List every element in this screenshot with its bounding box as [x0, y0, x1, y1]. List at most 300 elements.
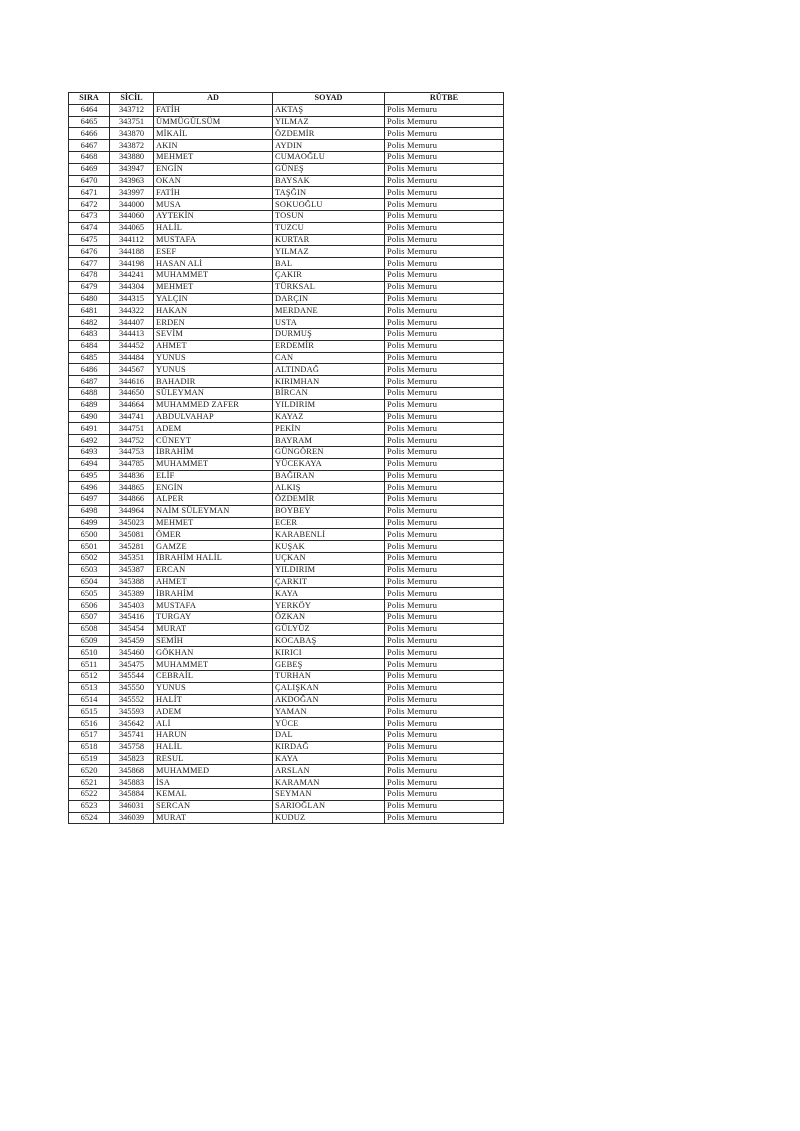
cell-sira: 6489 [69, 399, 110, 411]
cell-ad: YALÇIN [154, 293, 273, 305]
cell-rutbe: Polis Memuru [385, 163, 504, 175]
cell-ad: MUHAMMET [154, 269, 273, 281]
cell-soyad: GÜNEŞ [273, 163, 385, 175]
cell-rutbe: Polis Memuru [385, 187, 504, 199]
cell-sicil: 344322 [110, 305, 154, 317]
cell-sicil: 343880 [110, 151, 154, 163]
cell-ad: ALİ [154, 718, 273, 730]
cell-sira: 6504 [69, 576, 110, 588]
cell-rutbe: Polis Memuru [385, 706, 504, 718]
cell-ad: HASAN ALİ [154, 258, 273, 270]
table-row [69, 600, 504, 612]
cell-soyad: BAL [273, 258, 385, 270]
cell-sira: 6522 [69, 789, 110, 801]
cell-rutbe: Polis Memuru [385, 328, 504, 340]
cell-sicil: 344866 [110, 494, 154, 506]
cell-rutbe: Polis Memuru [385, 812, 504, 824]
table-row [69, 269, 504, 281]
cell-soyad: BAYRAM [273, 435, 385, 447]
cell-sira: 6488 [69, 387, 110, 399]
cell-soyad: KUŞAK [273, 541, 385, 553]
cell-sira: 6468 [69, 151, 110, 163]
cell-sicil: 345388 [110, 576, 154, 588]
cell-soyad: ECER [273, 517, 385, 529]
cell-ad: HALİT [154, 694, 273, 706]
table-row [69, 340, 504, 352]
cell-soyad: CUMAOĞLU [273, 151, 385, 163]
table-row [69, 293, 504, 305]
cell-sicil: 344751 [110, 423, 154, 435]
cell-ad: HARUN [154, 730, 273, 742]
cell-soyad: KAYA [273, 753, 385, 765]
cell-sira: 6499 [69, 517, 110, 529]
cell-rutbe: Polis Memuru [385, 564, 504, 576]
cell-soyad: ÇAKIR [273, 269, 385, 281]
cell-sicil: 344188 [110, 246, 154, 258]
cell-ad: SERCAN [154, 800, 273, 812]
cell-rutbe: Polis Memuru [385, 317, 504, 329]
cell-rutbe: Polis Memuru [385, 635, 504, 647]
cell-soyad: AYDIN [273, 140, 385, 152]
cell-rutbe: Polis Memuru [385, 777, 504, 789]
cell-rutbe: Polis Memuru [385, 800, 504, 812]
header-sira: SIRA [69, 93, 110, 105]
cell-ad: MUHAMMET [154, 659, 273, 671]
cell-sira: 6524 [69, 812, 110, 824]
cell-sira: 6493 [69, 446, 110, 458]
cell-sicil: 345459 [110, 635, 154, 647]
cell-sicil: 344650 [110, 387, 154, 399]
cell-soyad: KAYAZ [273, 411, 385, 423]
cell-rutbe: Polis Memuru [385, 340, 504, 352]
cell-rutbe: Polis Memuru [385, 659, 504, 671]
cell-soyad: KIRICI [273, 647, 385, 659]
cell-ad: CEBRAİL [154, 671, 273, 683]
cell-sicil: 344407 [110, 317, 154, 329]
cell-rutbe: Polis Memuru [385, 305, 504, 317]
table-row [69, 494, 504, 506]
table-row [69, 635, 504, 647]
table-row [69, 210, 504, 222]
cell-sira: 6519 [69, 753, 110, 765]
cell-rutbe: Polis Memuru [385, 411, 504, 423]
cell-soyad: USTA [273, 317, 385, 329]
cell-sicil: 345884 [110, 789, 154, 801]
cell-soyad: GEBEŞ [273, 659, 385, 671]
cell-sicil: 345475 [110, 659, 154, 671]
table-row [69, 187, 504, 199]
cell-ad: AKIN [154, 140, 273, 152]
cell-sicil: 345460 [110, 647, 154, 659]
cell-rutbe: Polis Memuru [385, 376, 504, 388]
cell-rutbe: Polis Memuru [385, 482, 504, 494]
cell-rutbe: Polis Memuru [385, 576, 504, 588]
cell-sicil: 344060 [110, 210, 154, 222]
cell-sira: 6486 [69, 364, 110, 376]
table-row [69, 234, 504, 246]
cell-rutbe: Polis Memuru [385, 435, 504, 447]
cell-sicil: 343712 [110, 104, 154, 116]
cell-ad: İSA [154, 777, 273, 789]
cell-ad: AHMET [154, 340, 273, 352]
cell-ad: MUSTAFA [154, 600, 273, 612]
cell-soyad: SEYMAN [273, 789, 385, 801]
cell-rutbe: Polis Memuru [385, 140, 504, 152]
cell-ad: ENGİN [154, 163, 273, 175]
cell-ad: MURAT [154, 812, 273, 824]
cell-sira: 6475 [69, 234, 110, 246]
cell-rutbe: Polis Memuru [385, 470, 504, 482]
cell-sira: 6469 [69, 163, 110, 175]
cell-ad: GÖKHAN [154, 647, 273, 659]
table-row [69, 305, 504, 317]
table-row [69, 387, 504, 399]
cell-sira: 6490 [69, 411, 110, 423]
table-row [69, 246, 504, 258]
cell-soyad: BAĞIRAN [273, 470, 385, 482]
cell-soyad: TAŞĞIN [273, 187, 385, 199]
table-row [69, 399, 504, 411]
cell-soyad: BAYSAK [273, 175, 385, 187]
cell-rutbe: Polis Memuru [385, 694, 504, 706]
cell-rutbe: Polis Memuru [385, 104, 504, 116]
cell-sira: 6523 [69, 800, 110, 812]
cell-rutbe: Polis Memuru [385, 588, 504, 600]
cell-soyad: ÇARKIT [273, 576, 385, 588]
cell-ad: YUNUS [154, 682, 273, 694]
cell-sira: 6502 [69, 553, 110, 565]
table-row [69, 718, 504, 730]
table-body [69, 104, 504, 824]
cell-ad: ALPER [154, 494, 273, 506]
cell-rutbe: Polis Memuru [385, 210, 504, 222]
cell-soyad: TURHAN [273, 671, 385, 683]
cell-soyad: YILMAZ [273, 116, 385, 128]
cell-ad: ÜMMÜGÜLSÜM [154, 116, 273, 128]
cell-ad: İBRAHİM [154, 588, 273, 600]
cell-soyad: KUDUZ [273, 812, 385, 824]
table-row [69, 151, 504, 163]
cell-sicil: 344964 [110, 505, 154, 517]
cell-rutbe: Polis Memuru [385, 258, 504, 270]
cell-sira: 6498 [69, 505, 110, 517]
cell-soyad: TÜRKSAL [273, 281, 385, 293]
cell-rutbe: Polis Memuru [385, 553, 504, 565]
cell-rutbe: Polis Memuru [385, 494, 504, 506]
table-row [69, 671, 504, 683]
table-row [69, 222, 504, 234]
cell-ad: ENGİN [154, 482, 273, 494]
cell-rutbe: Polis Memuru [385, 222, 504, 234]
table-row [69, 789, 504, 801]
cell-rutbe: Polis Memuru [385, 199, 504, 211]
cell-rutbe: Polis Memuru [385, 730, 504, 742]
cell-rutbe: Polis Memuru [385, 387, 504, 399]
table-row [69, 517, 504, 529]
cell-sicil: 344413 [110, 328, 154, 340]
table-row [69, 199, 504, 211]
cell-sicil: 344752 [110, 435, 154, 447]
cell-soyad: AKDOĞAN [273, 694, 385, 706]
cell-ad: İBRAHİM HALİL [154, 553, 273, 565]
cell-ad: HALİL [154, 222, 273, 234]
cell-sira: 6470 [69, 175, 110, 187]
cell-rutbe: Polis Memuru [385, 234, 504, 246]
cell-sira: 6497 [69, 494, 110, 506]
cell-sira: 6479 [69, 281, 110, 293]
cell-sicil: 344000 [110, 199, 154, 211]
personnel-table [68, 92, 504, 824]
cell-soyad: GÜLYÜZ [273, 623, 385, 635]
cell-sira: 6495 [69, 470, 110, 482]
table-row [69, 411, 504, 423]
table-row [69, 505, 504, 517]
table-row [69, 446, 504, 458]
cell-sicil: 345023 [110, 517, 154, 529]
cell-ad: ERDEN [154, 317, 273, 329]
header-sicil: SİCİL [110, 93, 154, 105]
cell-rutbe: Polis Memuru [385, 647, 504, 659]
cell-soyad: ALTINDAĞ [273, 364, 385, 376]
cell-sicil: 345281 [110, 541, 154, 553]
cell-sira: 6507 [69, 612, 110, 624]
cell-ad: CÜNEYT [154, 435, 273, 447]
cell-sicil: 344484 [110, 352, 154, 364]
cell-sira: 6511 [69, 659, 110, 671]
table-row [69, 623, 504, 635]
cell-rutbe: Polis Memuru [385, 541, 504, 553]
cell-sicil: 345081 [110, 529, 154, 541]
cell-sicil: 346039 [110, 812, 154, 824]
cell-soyad: ÖZDEMİR [273, 128, 385, 140]
cell-sicil: 345642 [110, 718, 154, 730]
table-row [69, 116, 504, 128]
cell-ad: OKAN [154, 175, 273, 187]
table-row [69, 765, 504, 777]
cell-rutbe: Polis Memuru [385, 246, 504, 258]
table-row [69, 753, 504, 765]
table-row [69, 730, 504, 742]
cell-ad: RESUL [154, 753, 273, 765]
table-row [69, 328, 504, 340]
cell-ad: MUSA [154, 199, 273, 211]
cell-sira: 6466 [69, 128, 110, 140]
cell-rutbe: Polis Memuru [385, 352, 504, 364]
cell-ad: KEMAL [154, 789, 273, 801]
cell-ad: ESEF [154, 246, 273, 258]
header-rutbe: RÜTBE [385, 93, 504, 105]
cell-sicil: 343947 [110, 163, 154, 175]
cell-ad: ABDULVAHAP [154, 411, 273, 423]
cell-soyad: BOYBEY [273, 505, 385, 517]
cell-sicil: 343870 [110, 128, 154, 140]
cell-rutbe: Polis Memuru [385, 753, 504, 765]
cell-sira: 6484 [69, 340, 110, 352]
cell-ad: İBRAHİM [154, 446, 273, 458]
cell-sira: 6520 [69, 765, 110, 777]
cell-ad: HALİL [154, 741, 273, 753]
table-row [69, 470, 504, 482]
cell-sira: 6516 [69, 718, 110, 730]
cell-ad: NAİM SÜLEYMAN [154, 505, 273, 517]
cell-sicil: 345550 [110, 682, 154, 694]
table-row [69, 647, 504, 659]
cell-rutbe: Polis Memuru [385, 765, 504, 777]
cell-sira: 6496 [69, 482, 110, 494]
cell-ad: ÖMER [154, 529, 273, 541]
cell-ad: SEVİM [154, 328, 273, 340]
cell-soyad: UÇKAN [273, 553, 385, 565]
cell-sira: 6491 [69, 423, 110, 435]
cell-soyad: DARÇIN [273, 293, 385, 305]
cell-sicil: 345403 [110, 600, 154, 612]
cell-sicil: 345387 [110, 564, 154, 576]
cell-rutbe: Polis Memuru [385, 529, 504, 541]
cell-sicil: 345544 [110, 671, 154, 683]
cell-sira: 6481 [69, 305, 110, 317]
cell-sicil: 344315 [110, 293, 154, 305]
cell-rutbe: Polis Memuru [385, 364, 504, 376]
cell-sira: 6478 [69, 269, 110, 281]
cell-sicil: 345593 [110, 706, 154, 718]
cell-ad: AHMET [154, 576, 273, 588]
cell-sira: 6508 [69, 623, 110, 635]
table-row [69, 376, 504, 388]
cell-sicil: 344452 [110, 340, 154, 352]
cell-sira: 6471 [69, 187, 110, 199]
cell-soyad: TUZCU [273, 222, 385, 234]
cell-sira: 6464 [69, 104, 110, 116]
cell-sicil: 343751 [110, 116, 154, 128]
table-row [69, 128, 504, 140]
cell-soyad: SOKUOĞLU [273, 199, 385, 211]
cell-sira: 6510 [69, 647, 110, 659]
cell-sira: 6483 [69, 328, 110, 340]
cell-ad: MUHAMMET [154, 458, 273, 470]
cell-rutbe: Polis Memuru [385, 682, 504, 694]
cell-rutbe: Polis Memuru [385, 718, 504, 730]
cell-soyad: DURMUŞ [273, 328, 385, 340]
cell-sicil: 343872 [110, 140, 154, 152]
cell-sicil: 344112 [110, 234, 154, 246]
cell-sira: 6514 [69, 694, 110, 706]
cell-sira: 6487 [69, 376, 110, 388]
cell-soyad: YÜCE [273, 718, 385, 730]
table-row [69, 564, 504, 576]
cell-soyad: YAMAN [273, 706, 385, 718]
cell-rutbe: Polis Memuru [385, 399, 504, 411]
cell-sira: 6477 [69, 258, 110, 270]
cell-sicil: 344785 [110, 458, 154, 470]
cell-rutbe: Polis Memuru [385, 151, 504, 163]
cell-sira: 6512 [69, 671, 110, 683]
cell-sira: 6472 [69, 199, 110, 211]
table-row [69, 175, 504, 187]
cell-rutbe: Polis Memuru [385, 612, 504, 624]
cell-sicil: 344753 [110, 446, 154, 458]
cell-rutbe: Polis Memuru [385, 293, 504, 305]
cell-sicil: 344836 [110, 470, 154, 482]
cell-rutbe: Polis Memuru [385, 623, 504, 635]
table-row [69, 352, 504, 364]
table-row [69, 706, 504, 718]
cell-rutbe: Polis Memuru [385, 175, 504, 187]
cell-ad: MUSTAFA [154, 234, 273, 246]
cell-sira: 6518 [69, 741, 110, 753]
cell-sira: 6515 [69, 706, 110, 718]
table-row [69, 659, 504, 671]
cell-sicil: 346031 [110, 800, 154, 812]
table-row [69, 163, 504, 175]
cell-soyad: PEKİN [273, 423, 385, 435]
cell-sicil: 344865 [110, 482, 154, 494]
cell-sira: 6485 [69, 352, 110, 364]
cell-soyad: ALKIŞ [273, 482, 385, 494]
cell-soyad: KARAMAN [273, 777, 385, 789]
table-row [69, 777, 504, 789]
cell-soyad: MERDANE [273, 305, 385, 317]
cell-sicil: 345868 [110, 765, 154, 777]
cell-ad: ERCAN [154, 564, 273, 576]
cell-soyad: GÜNGÖREN [273, 446, 385, 458]
cell-sicil: 345389 [110, 588, 154, 600]
cell-soyad: TOSUN [273, 210, 385, 222]
cell-soyad: KIRDAĞ [273, 741, 385, 753]
cell-rutbe: Polis Memuru [385, 505, 504, 517]
cell-ad: YUNUS [154, 364, 273, 376]
cell-sicil: 344567 [110, 364, 154, 376]
cell-soyad: KAYA [273, 588, 385, 600]
cell-soyad: YÜCEKAYA [273, 458, 385, 470]
cell-ad: GAMZE [154, 541, 273, 553]
table-row [69, 423, 504, 435]
cell-ad: ADEM [154, 423, 273, 435]
cell-rutbe: Polis Memuru [385, 423, 504, 435]
cell-ad: MUHAMMED [154, 765, 273, 777]
cell-sira: 6506 [69, 600, 110, 612]
cell-soyad: ÇALIŞKAN [273, 682, 385, 694]
table-row [69, 800, 504, 812]
cell-sicil: 345416 [110, 612, 154, 624]
cell-sira: 6521 [69, 777, 110, 789]
cell-sira: 6494 [69, 458, 110, 470]
cell-sira: 6476 [69, 246, 110, 258]
header-ad: AD [154, 93, 273, 105]
cell-ad: MURAT [154, 623, 273, 635]
cell-sicil: 344616 [110, 376, 154, 388]
table-row [69, 435, 504, 447]
cell-rutbe: Polis Memuru [385, 116, 504, 128]
cell-rutbe: Polis Memuru [385, 517, 504, 529]
cell-soyad: YILDIRIM [273, 399, 385, 411]
cell-sira: 6474 [69, 222, 110, 234]
cell-rutbe: Polis Memuru [385, 128, 504, 140]
table-row [69, 812, 504, 824]
cell-ad: MEHMET [154, 517, 273, 529]
cell-soyad: BİRCAN [273, 387, 385, 399]
cell-soyad: YERKÖY [273, 600, 385, 612]
cell-ad: MEHMET [154, 281, 273, 293]
cell-sira: 6480 [69, 293, 110, 305]
cell-sira: 6509 [69, 635, 110, 647]
cell-sira: 6513 [69, 682, 110, 694]
cell-soyad: ARSLAN [273, 765, 385, 777]
cell-ad: MUHAMMED ZAFER [154, 399, 273, 411]
cell-sicil: 345454 [110, 623, 154, 635]
cell-ad: AYTEKİN [154, 210, 273, 222]
cell-sicil: 343963 [110, 175, 154, 187]
cell-rutbe: Polis Memuru [385, 269, 504, 281]
